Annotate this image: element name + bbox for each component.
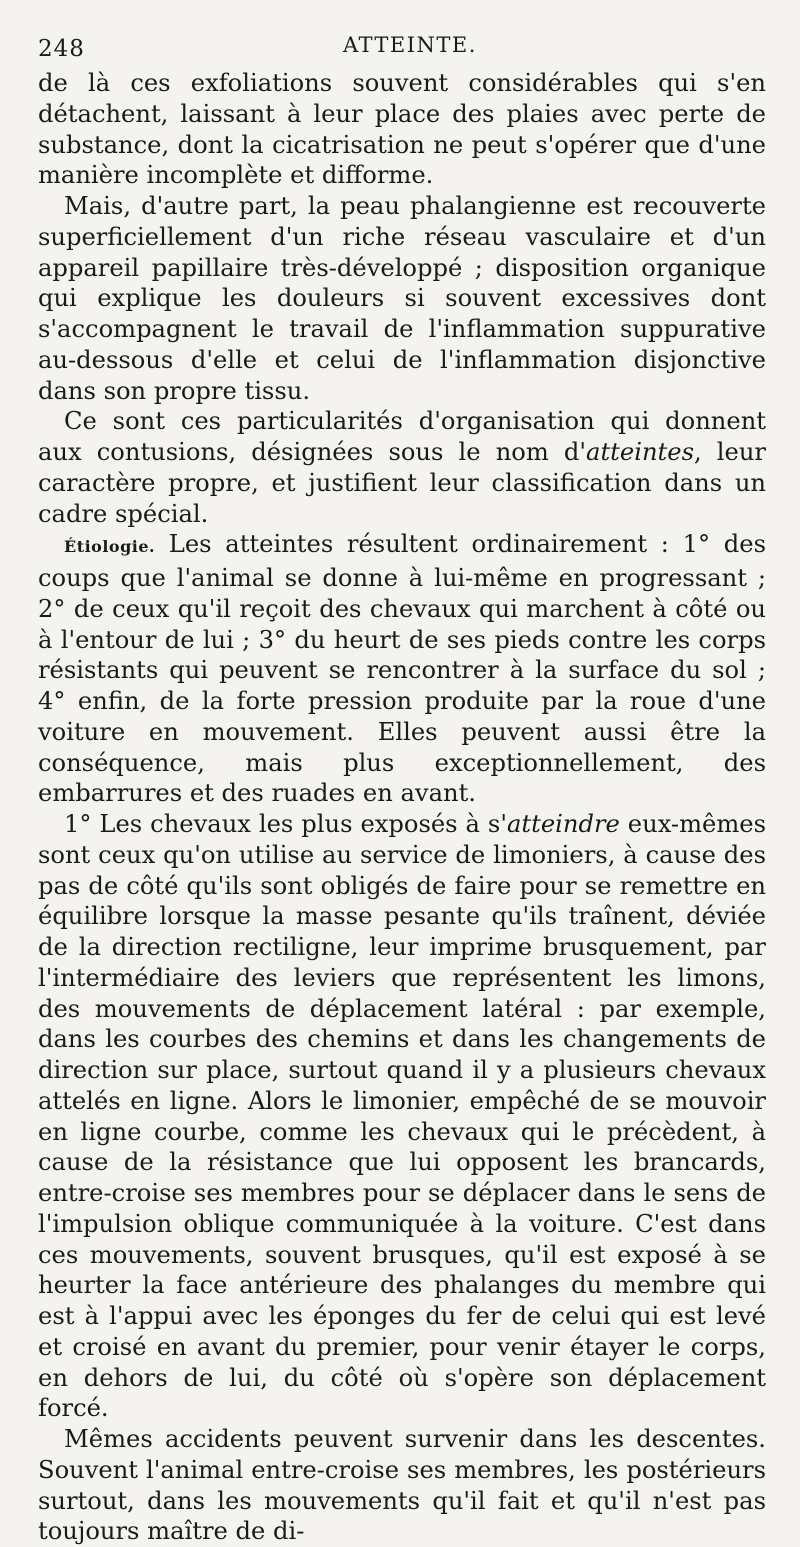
page-number: 248 xyxy=(38,36,85,62)
paragraph-3 xyxy=(38,406,766,529)
paragraph-5 xyxy=(38,809,766,1424)
paragraph-text: de là ces exfoliations souvent considérables qui s'en détachent, laissant à leur place des plaies avec perte de substance, dont la cicatrisation ne peut s'opérer que d'une manière incomplète et difforme. xyxy=(38,69,766,190)
emphasized-term: atteintes xyxy=(586,438,694,466)
paragraph-text: Mêmes accidents peuvent survenir dans les descentes. Souvent l'animal entre-croise ses membres, les postérieurs surtout, dans les mouvements qu'il fait et qu'il n'est pas toujours maître de di- xyxy=(38,1425,766,1546)
paragraph-text-after: , leur caractère propre, et justifient leur classification dans un cadre spécial. xyxy=(38,438,766,528)
paragraph-text-before: Ce sont ces particularités d'organisation qui donnent aux contusions, désignées sous le nom d' xyxy=(38,407,766,466)
paragraph-etiologie xyxy=(38,529,766,809)
paragraph-text-after: eux-mêmes sont ceux qu'on utilise au service de limoniers, à cause des pas de côté qu'ils sont obligés de faire pour se remettre en équilibre lorsque la masse pesante qu'ils traînent, déviée de la direction rectiligne, leur imprime brusquement, par l'intermédiaire des leviers que représentent les limons, des mouvements de déplacement latéral : par exemple, dans les courbes des chemins et dans les changements de direction sur place, surtout quand il y a plusieurs chevaux attelés en ligne. Alors le limonier, empêché de se mouvoir en ligne courbe, comme les chevaux qui le précèdent, à cause de la résistance que lui opposent les brancards, entre-croise ses membres pour se déplacer dans le sens de l'impulsion oblique communiquée à la voiture. C'est dans ces mouvements, souvent brusques, qu'il est exposé à se heurter la face antérieure des phalanges du membre qui est à l'appui avec les éponges du fer de celui qui est levé et croisé en avant du premier, pour venir étayer le corps, en dehors de lui, du côté où s'opère son déplacement forcé. xyxy=(38,810,766,1423)
section-heading: Étiologie. xyxy=(64,537,156,557)
paragraph-2 xyxy=(38,191,766,406)
paragraph-text: Les atteintes résultent ordinairement : 1° des coups que l'animal se donne à lui-même en progressant ; 2° de ceux qu'il reçoit des chevaux qui marchent à côté ou à l'entour de lui ; 3° du heurt de ses pieds contre les corps résistants qui peuvent se rencontrer à la surface du sol ; 4° enfin, de la forte pression produite par la roue d'une voiture en mouvement. Elles peuvent aussi être la conséquence, mais plus exceptionnellement, des embarrures et des ruades en avant. xyxy=(38,530,766,808)
body-text xyxy=(38,68,766,1547)
paragraph-1 xyxy=(38,68,766,191)
paragraph-6 xyxy=(38,1424,766,1547)
emphasized-term: atteindre xyxy=(506,810,620,838)
running-title: ATTEINTE. xyxy=(343,33,477,57)
paragraph-text: Mais, d'autre part, la peau phalangienne est recouverte superficiellement d'un riche réseau vasculaire et d'un appareil papillaire très-développé ; disposition organique qui explique les douleurs si souvent excessives dont s'accompagnent le travail de l'inflammation suppurative au-dessous d'elle et celui de l'inflammation disjonctive dans son propre tissu. xyxy=(38,192,766,405)
paragraph-text-before: 1° Les chevaux les plus exposés à s' xyxy=(64,810,507,838)
running-head xyxy=(38,28,766,68)
